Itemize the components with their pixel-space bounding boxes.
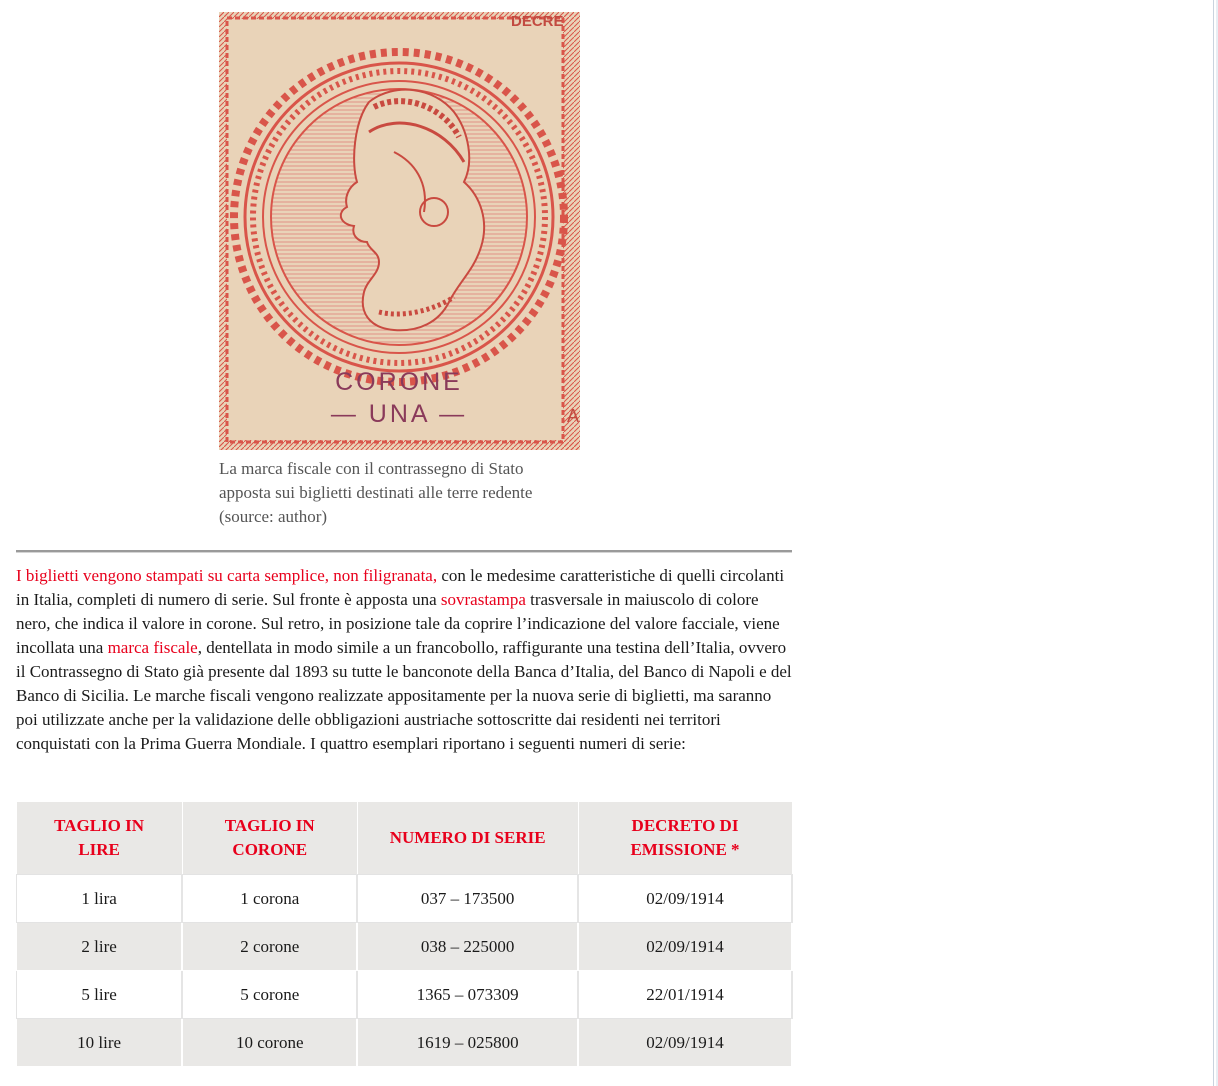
header-numero-serie: NUMERO DI SERIE (357, 802, 578, 875)
paragraph-text: , dentellata in modo simile a un francobollo, raffigurante una testina dell’Italia, ovvero il Contrassegno di Stato già presente dal 1893 su tutte le banconote della Banca d’Italia, del Banco di Napoli e del Banco di Sicilia. Le marche fiscali vengono realizzate appositamente per la nuova serie di biglietti, ma saranno poi utilizzate anche per la validazione delle obbligazioni austriache sottoscritte dai residenti nei territori conquistati con la Prima Guerra Mondiale. I quattro esemplari riportano i seguenti numeri di serie: (16, 638, 792, 753)
table-row (17, 875, 793, 923)
table-row (17, 971, 793, 1019)
cell-decreto: 02/09/1914 (578, 923, 792, 971)
cell-decreto: 02/09/1914 (578, 875, 792, 923)
cell-decreto: 02/09/1914 (578, 1019, 792, 1067)
cell-serie: 1365 – 073309 (357, 971, 578, 1019)
cell-corone: 2 corone (182, 923, 357, 971)
stamp-illustration (219, 12, 580, 450)
header-taglio-lire: TAGLIO IN LIRE (17, 802, 183, 875)
header-taglio-corone: TAGLIO IN CORONE (182, 802, 357, 875)
link-sovrastampa[interactable]: sovrastampa (440, 590, 526, 609)
cell-corone: 5 corone (182, 971, 357, 1019)
cell-corone: 1 corona (182, 875, 357, 923)
cell-serie: 038 – 225000 (357, 923, 578, 971)
cell-decreto: 22/01/1914 (578, 971, 792, 1019)
scrollbar-track-edge (1213, 0, 1214, 1086)
paragraph-text: con le medesime caratteristiche di quelli circolanti in Italia, completi di numero di serie. Sul fronte è apposta una (16, 566, 785, 609)
cell-lire: 10 lire (17, 1019, 183, 1067)
serial-numbers-table (16, 802, 793, 1067)
table-row (17, 923, 793, 971)
caption-source: (source: author) (219, 507, 328, 526)
overprint-corone: CORONE (335, 368, 463, 396)
cell-corone: 10 corone (182, 1019, 357, 1067)
caption-line: apposta sui biglietti destinati alle terre redente (219, 483, 533, 502)
link-marca-fiscale[interactable]: marca fiscale (107, 638, 198, 657)
header-decreto-emissione: DECRETO DI EMISSIONE * (578, 802, 792, 875)
section-divider (16, 550, 792, 553)
revenue-stamp-image (219, 12, 580, 450)
cell-lire: 2 lire (17, 923, 183, 971)
stamp-edge-text: DECRE (511, 13, 564, 30)
stamp-figure (219, 12, 580, 529)
cell-serie: 037 – 173500 (357, 875, 578, 923)
figure-caption (219, 457, 580, 529)
cell-serie: 1619 – 025800 (357, 1019, 578, 1067)
cell-lire: 5 lire (17, 971, 183, 1019)
link-carta-semplice[interactable]: I biglietti vengono stampati su carta semplice, non filigranata, (16, 566, 438, 585)
table-row (17, 1019, 793, 1067)
stamp-edge-letter: A (567, 406, 580, 426)
paragraph-text: trasversale in maiuscolo di colore nero, che indica il valore in corone. Sul retro, in posizione tale da coprire l’indicazione del valore facciale, viene incollata una (16, 590, 780, 657)
cell-lire: 1 lira (17, 875, 183, 923)
caption-line: La marca fiscale con il contrassegno di Stato (219, 459, 524, 478)
article-paragraph (16, 564, 794, 756)
table-header-row (17, 802, 793, 875)
overprint-una: — UNA — (330, 400, 468, 428)
